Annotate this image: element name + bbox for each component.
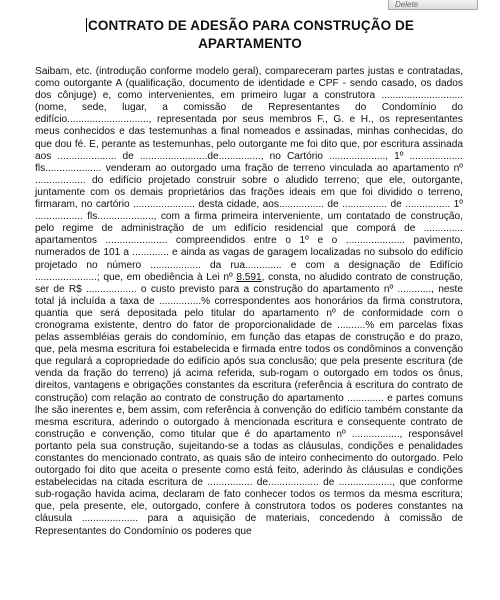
document-title-line-1 (0, 17, 500, 35)
text-cursor (86, 18, 87, 32)
document-title-line-1-text: CONTRATO DE ADESÃO PARA CONSTRUÇÃO DE (88, 18, 414, 33)
document-title (0, 17, 500, 53)
law-number: 8.591 (236, 271, 262, 283)
body-text-part-1: Saibam, etc. (introdução conforme modelo geral), compareceram partes justas e contratadas, como outorgante A (qualificação, documento de identidade e CPF - sendo casado, os dados dos cônjuge) e, como intervenientes, em primeiro lugar a construtora ............................. (nome, sede, lugar, a comissão de Representantes do Condomínio do edifício............................., representada por seus membros F., G. e H., os representantes meus conhecidos e das testemunhas a final nomeados e assinadas, minhas conhecidas, do que dou fé. E, perante as testemunhas, pelo outorgante me foi dito que, por escritura assinada aos ..................... de ........................de..............., no Cartório ...................., 1º ................... fls.................... venderam ao outorgado uma fração de terreno vinculada ao apartamento nº .................. do edifício projetado construir sobre o aludido terreno; que ele, outorgante, juntamente com os demais proprietários das frações ideais em que foi dividido o terreno, firmaram, no cartório ...................... desta cidade, aos................ de ................ de ................ 1º ................. fls...................., com a firma primeira interveniente, um contatado de construção, pelo regime de administração de um edifício residencial que comporá de .............. apartamentos ...................... compreendidos entre o 1º e o ..................... pavimento, numerados de 101 a ............. e ainda as vagas de garagem localizadas no subsolo do edifício projetado no número .................. da rua............. e com a designação de Edifício ......................; que, em obediência à Lei nº (35, 66, 463, 283)
document-title-line-2: APARTAMENTO (198, 36, 302, 51)
document-body (35, 66, 463, 538)
body-text-part-2: , consta, no aludido contrato de construção, ser de R$ .................. o custo previsto para a construção do apartamento nº ............, neste total já incluída a taxa de ...............% correspondentes aos honorários da firma construtora, quantia que será depositada pelo titular do apartamento nº de conformidade com o cronograma existente, dentro do fator de proporcionalidade de ..........% em parcelas fixas pelas assembléias gerais do condomínio, em função das etapas de construção e do prazo, que, pela mesma escritura foi estabelecida e firmada entre todos os condôminos a convenção que regulará a copropriedade do edifício após sua conclusão; que pela presente escritura (de venda da fração do terreno) já acima referida, sub-rogam o outorgado em todos os ônus, direitos, vantagens e obrigações constantes da escritura (referência à escritura do contrato de construção) com relação ao contrato de construção do apartamento ............. e partes comuns lhe são inerentes e, bem assim, com referência à convenção do edifício também constante da mesma escritura, aderindo o outorgado à mencionada escritura e consequente contrato de construção e convenção, como titular que é do apartamento nº ................., responsável portanto pela sua construção, sujeitando-se a todas as cláusulas, condições e penalidades constantes do mencionado contrato, as quais são de inteiro conhecimento do outorgado. Pelo outorgado foi dito que aceita o presente como está feito, aderindo às cláusulas e condições estabelecidas na citada escritura de ................ de.................. de ..................., que conforme sub-rogação havida acima, declaram de fato conhecer todos os termos da mesma escritura; que, pela presente, ele, outorgado, confere à construtora todos os poderes constantes na cláusula .................... para a aquisição de materiais, concedendo à comissão de Representantes do Condomínio os poderes que (35, 271, 464, 537)
delete-button[interactable]: Delete (388, 0, 478, 10)
